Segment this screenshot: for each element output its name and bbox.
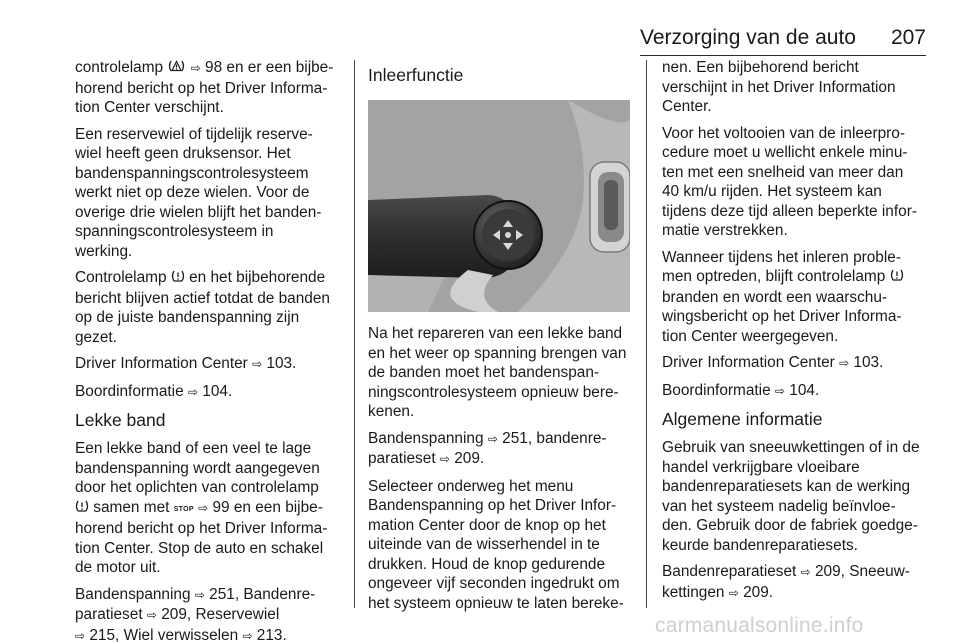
text: Center.	[662, 98, 712, 115]
paragraph	[75, 354, 347, 375]
text: matie verstrekken.	[662, 222, 788, 239]
text: samen met	[89, 498, 174, 516]
text: door het oplichten van controlelamp	[75, 479, 319, 496]
text: en het weer op spanning brengen van	[368, 344, 627, 362]
paragraph	[75, 585, 347, 642]
paragraph	[662, 58, 932, 117]
arrow-right-icon: ⇨	[728, 585, 739, 600]
page-ref: 103.	[262, 355, 297, 372]
text: Boordinformatie	[662, 381, 775, 399]
paragraph	[368, 429, 634, 470]
paragraph	[662, 353, 932, 374]
wiper-lever-illustration	[368, 100, 630, 312]
text: paratieset	[368, 450, 440, 467]
text: den. Gebruik door de fabriek goedge-	[662, 517, 918, 534]
text: nen. Een bijbehorend bericht	[662, 59, 859, 76]
arrow-right-icon: ⇨	[194, 587, 205, 602]
text: keurde bandenreparatiesets.	[662, 536, 858, 554]
text: 209, Sneeuw-	[810, 563, 910, 580]
text: Een reservewiel of tijdelijk reserve-	[75, 125, 313, 143]
text: drukken. Houd de knop gedurende	[368, 555, 606, 573]
text: men optreden, blijft controlelamp	[662, 268, 890, 285]
text: op de juiste bandenspanning zijn	[75, 309, 300, 326]
paragraph	[662, 562, 932, 603]
text: Gebruik van sneeuwkettingen of in de	[662, 439, 920, 456]
text: Driver Information Center	[75, 355, 253, 372]
column-right	[662, 58, 932, 610]
text: spanningscontrolesysteem in	[75, 223, 274, 240]
section-heading: Algemene informatie	[662, 409, 823, 429]
text: bandenspanning wordt aangegeven	[75, 459, 320, 477]
watermark: carmanualsonline.info	[655, 614, 864, 637]
arrow-right-icon: ⇨	[252, 357, 263, 371]
arrow-right-icon: ⇨	[146, 608, 157, 622]
text: bericht blijven actief totdat de banden	[75, 289, 330, 307]
text: 98 en er een bijbe-	[200, 59, 334, 76]
page-title: Verzorging van de auto	[640, 26, 856, 49]
text: 215, Wiel verwisselen	[85, 626, 243, 642]
text: tion Center verschijnt.	[75, 99, 224, 116]
section-heading: Lekke band	[75, 410, 166, 430]
text: 209, Reservewiel	[156, 606, 280, 623]
tyre-pressure-icon	[890, 268, 904, 288]
paragraph	[75, 268, 347, 347]
text: cedure moet u wellicht enkele minu-	[662, 144, 908, 161]
text: bandenreparatiesets kan de werking	[662, 478, 911, 495]
text: tion Center weergegeven.	[662, 327, 839, 345]
text: kenen.	[368, 403, 415, 420]
text: 99 en een bijbe-	[208, 498, 323, 516]
page-ref: 104.	[197, 382, 233, 400]
column-divider	[354, 60, 355, 608]
text: 209.	[738, 583, 774, 601]
text: handel verkrijgbare vloeibare	[662, 458, 860, 476]
text: tijdens deze tijd alleen beperkte infor-	[662, 202, 917, 220]
paragraph	[662, 248, 932, 347]
text: wingsbericht op het Driver Informa-	[662, 308, 902, 325]
text: Driver Information Center	[662, 354, 840, 371]
column-divider	[646, 60, 647, 608]
text: verschijnt in het Driver Information	[662, 78, 896, 96]
text: Na het repareren van een lekke band	[368, 325, 623, 342]
page-ref: 104.	[784, 381, 820, 399]
text: Wanneer tijdens het inleren proble-	[662, 248, 901, 266]
tyre-pressure-icon	[171, 269, 185, 289]
text: horend bericht op het Driver Informa-	[75, 79, 328, 97]
text: uiteinde van de wisserhendel in te	[368, 536, 600, 553]
paragraph	[662, 124, 932, 241]
text: werkt niet op deze wielen. Voor de	[75, 184, 310, 201]
stop-icon: STOP	[173, 505, 194, 513]
text: ongeveer vijf seconden ingedrukt om	[368, 575, 620, 592]
text: tion Center. Stop de auto en schakel	[75, 539, 324, 557]
arrow-right-icon: ⇨	[800, 565, 811, 579]
text: 209.	[449, 450, 485, 467]
text: Voor het voltooien van de inleerpro-	[662, 124, 905, 142]
arrow-right-icon: ⇨	[190, 61, 201, 75]
arrow-right-icon: ⇨	[198, 500, 209, 515]
text: van het systeem nadelig beïnvloe-	[662, 497, 896, 515]
page-number: 207	[890, 26, 926, 49]
text: de motor uit.	[75, 559, 161, 576]
text: de banden moet het bandenspan-	[368, 364, 600, 381]
text: gezet.	[75, 328, 117, 346]
arrow-right-icon: ⇨	[242, 628, 253, 642]
arrow-right-icon: ⇨	[75, 628, 86, 642]
text: Bandenspanning op het Driver Infor-	[368, 497, 617, 514]
text: mation Center door de knop op het	[368, 516, 606, 534]
arrow-right-icon: ⇨	[187, 384, 198, 399]
text: bandenspanningscontrolesysteem	[75, 164, 309, 182]
page-header	[640, 22, 926, 52]
text: 251, Bandenre-	[204, 585, 316, 603]
text: Bandenspanning	[75, 585, 195, 603]
header-rule	[640, 55, 926, 56]
text: ningscontrolesysteem opnieuw bere-	[368, 383, 619, 401]
text: 40 km/u rijden. Het systeem kan	[662, 183, 882, 200]
text: branden en wordt een waarschu-	[662, 288, 888, 306]
text: kettingen	[662, 583, 729, 601]
text: Boordinformatie	[75, 382, 188, 400]
text: 213.	[252, 626, 287, 642]
section-heading: Inleerfunctie	[368, 65, 464, 85]
text: overige drie wielen blijft het banden-	[75, 203, 322, 221]
paragraph	[368, 477, 634, 614]
text: Een lekke band of een veel te lage	[75, 440, 312, 457]
tpms-warning-icon	[167, 59, 186, 79]
text: paratieset	[75, 606, 147, 623]
arrow-right-icon: ⇨	[774, 383, 785, 398]
arrow-right-icon: ⇨	[839, 356, 850, 370]
text: het systeem opnieuw te laten bereke-	[368, 594, 624, 612]
column-left	[75, 58, 347, 642]
tyre-pressure-icon	[75, 499, 89, 519]
text: ten met een snelheid van meer dan	[662, 163, 904, 181]
text: Bandenspanning	[368, 429, 488, 447]
text: horend bericht op het Driver Informa-	[75, 520, 328, 537]
text: controlelamp	[75, 59, 168, 76]
arrow-right-icon: ⇨	[487, 431, 498, 446]
paragraph	[662, 381, 932, 402]
paragraph	[75, 125, 347, 262]
text: 251, bandenre-	[497, 429, 607, 447]
paragraph	[75, 58, 347, 118]
paragraph	[75, 439, 347, 578]
page-ref: 103.	[849, 354, 884, 371]
text: Selecteer onderweg het menu	[368, 477, 574, 495]
arrow-right-icon: ⇨	[439, 452, 450, 466]
column-middle	[368, 58, 634, 620]
text: Bandenreparatieset	[662, 563, 801, 580]
paragraph	[662, 438, 932, 555]
paragraph	[75, 382, 347, 403]
text: Controlelamp	[75, 269, 171, 286]
text: werking.	[75, 242, 133, 260]
text: en het bijbehorende	[184, 269, 326, 286]
paragraph	[368, 324, 634, 422]
text: wiel heeft geen druksensor. Het	[75, 145, 291, 162]
